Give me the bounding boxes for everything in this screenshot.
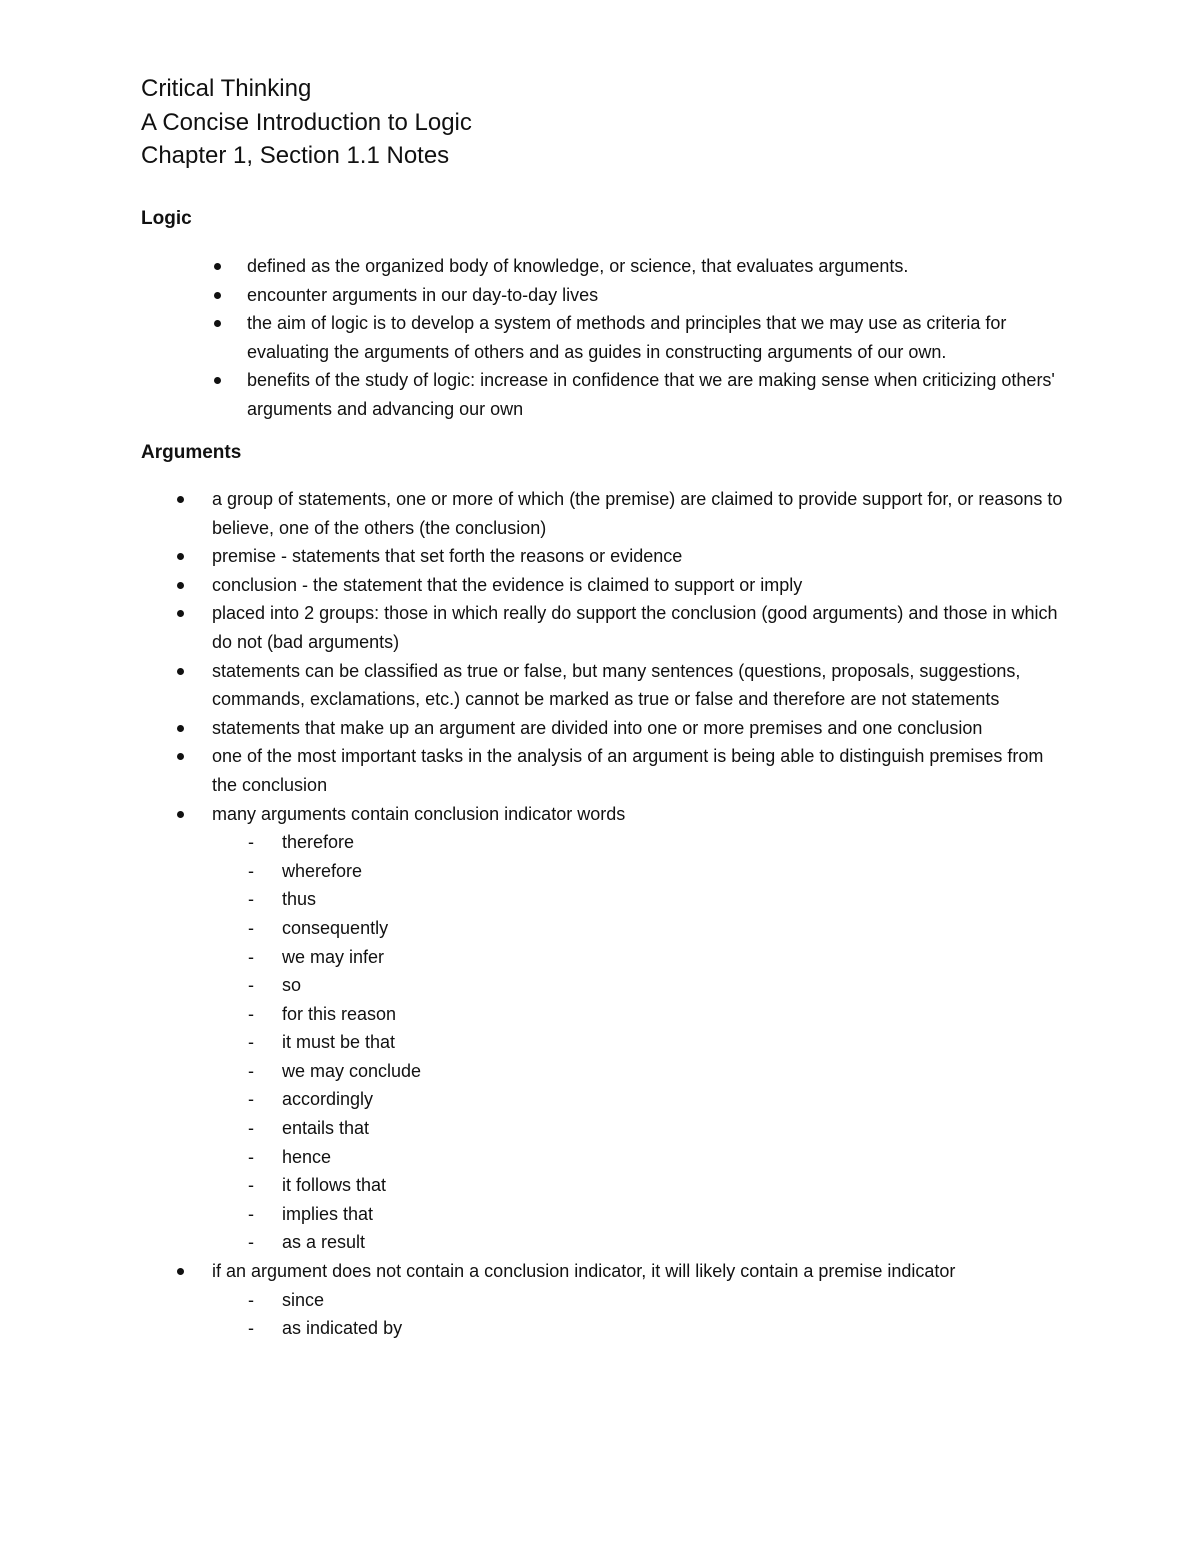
logic-heading: Logic [141,208,192,229]
book-title: A Concise Introduction to Logic [141,108,472,136]
premise-indicator-2: - as indicated by [248,1318,403,1339]
bullet-icon [177,753,184,760]
chapter-title: Chapter 1, Section 1.1 Notes [141,142,450,169]
arguments-item-7: one of the most important tasks in the analysis of an argument is being able to distinguish premises from the conclusion [212,742,1072,799]
logic-item-1: defined as the organized body of knowledge, or science, that evaluates arguments. [247,252,1067,281]
bullet-icon [214,292,221,299]
course-title: Critical Thinking [141,75,312,102]
arguments-item-6: statements that make up an argument are divided into one or more premises and one conclusion [212,714,1072,743]
bullet-icon [177,1268,184,1275]
logic-list [247,252,1067,424]
conclusion-indicator-8: - it must be that [248,1032,396,1053]
conclusion-indicator-4: - consequently [248,917,389,938]
conclusion-indicator-2: - wherefore [248,860,363,881]
conclusion-indicator-6: - so [248,975,302,996]
bullet-icon [177,582,184,589]
logic-item-4: benefits of the study of logic: increase in confidence that we are making sense when criticizing others' arguments and advancing our own [247,366,1067,423]
premise-indicator-list [248,1286,1072,1343]
conclusion-indicator-12: - hence [248,1146,332,1167]
conclusion-indicator-3: - thus [248,889,317,910]
conclusion-indicator-1: - therefore [248,832,355,853]
bullet-icon [177,811,184,818]
conclusion-indicator-7: - for this reason [248,1003,397,1024]
arguments-heading: Arguments [141,442,242,463]
arguments-list [212,485,1072,1343]
bullet-icon [214,263,221,270]
arguments-item-9: if an argument does not contain a conclusion indicator, it will likely contain a premise indicator - since - as indicated by [212,1257,1072,1343]
bullet-icon [177,668,184,675]
bullet-icon [177,553,184,560]
conclusion-indicator-9: - we may conclude [248,1060,422,1081]
arguments-item-5: statements can be classified as true or false, but many sentences (questions, proposals, suggestions, commands, exclamations, etc.) cannot be marked as true or false and therefore are not statements [212,657,1072,714]
conclusion-indicator-list [248,828,1072,1257]
bullet-icon [214,377,221,384]
bullet-icon [177,610,184,617]
bullet-icon [214,320,221,327]
conclusion-indicator-5: - we may infer [248,946,385,967]
arguments-item-8: many arguments contain conclusion indicator words - therefore - wherefore - thus - consequently - we may infer - so - for this reason - it must be that - we may conclude - accordingly - entails that - hence - it follows that - implies that - as a result [212,800,1072,1258]
conclusion-indicator-14: - implies that [248,1203,374,1224]
logic-item-3: the aim of logic is to develop a system of methods and principles that we may use as criteria for evaluating the arguments of others and as guides in constructing arguments of our own. [247,309,1067,366]
conclusion-indicator-15: - as a result [248,1232,366,1253]
arguments-item-2: premise - statements that set forth the reasons or evidence [212,542,1072,571]
conclusion-indicator-11: - entails that [248,1118,370,1139]
logic-item-2: encounter arguments in our day-to-day lives [247,281,1067,310]
arguments-item-3: conclusion - the statement that the evidence is claimed to support or imply [212,571,1072,600]
conclusion-indicator-13: - it follows that [248,1175,387,1196]
arguments-item-1: a group of statements, one or more of which (the premise) are claimed to provide support for, or reasons to believe, one of the others (the conclusion) [212,485,1072,542]
arguments-item-4: placed into 2 groups: those in which really do support the conclusion (good arguments) and those in which do not (bad arguments) [212,599,1072,656]
bullet-icon [177,496,184,503]
bullet-icon [177,725,184,732]
conclusion-indicator-10: - accordingly [248,1089,374,1110]
document-title-block [141,72,1041,173]
premise-indicator-1: - since [248,1289,325,1310]
